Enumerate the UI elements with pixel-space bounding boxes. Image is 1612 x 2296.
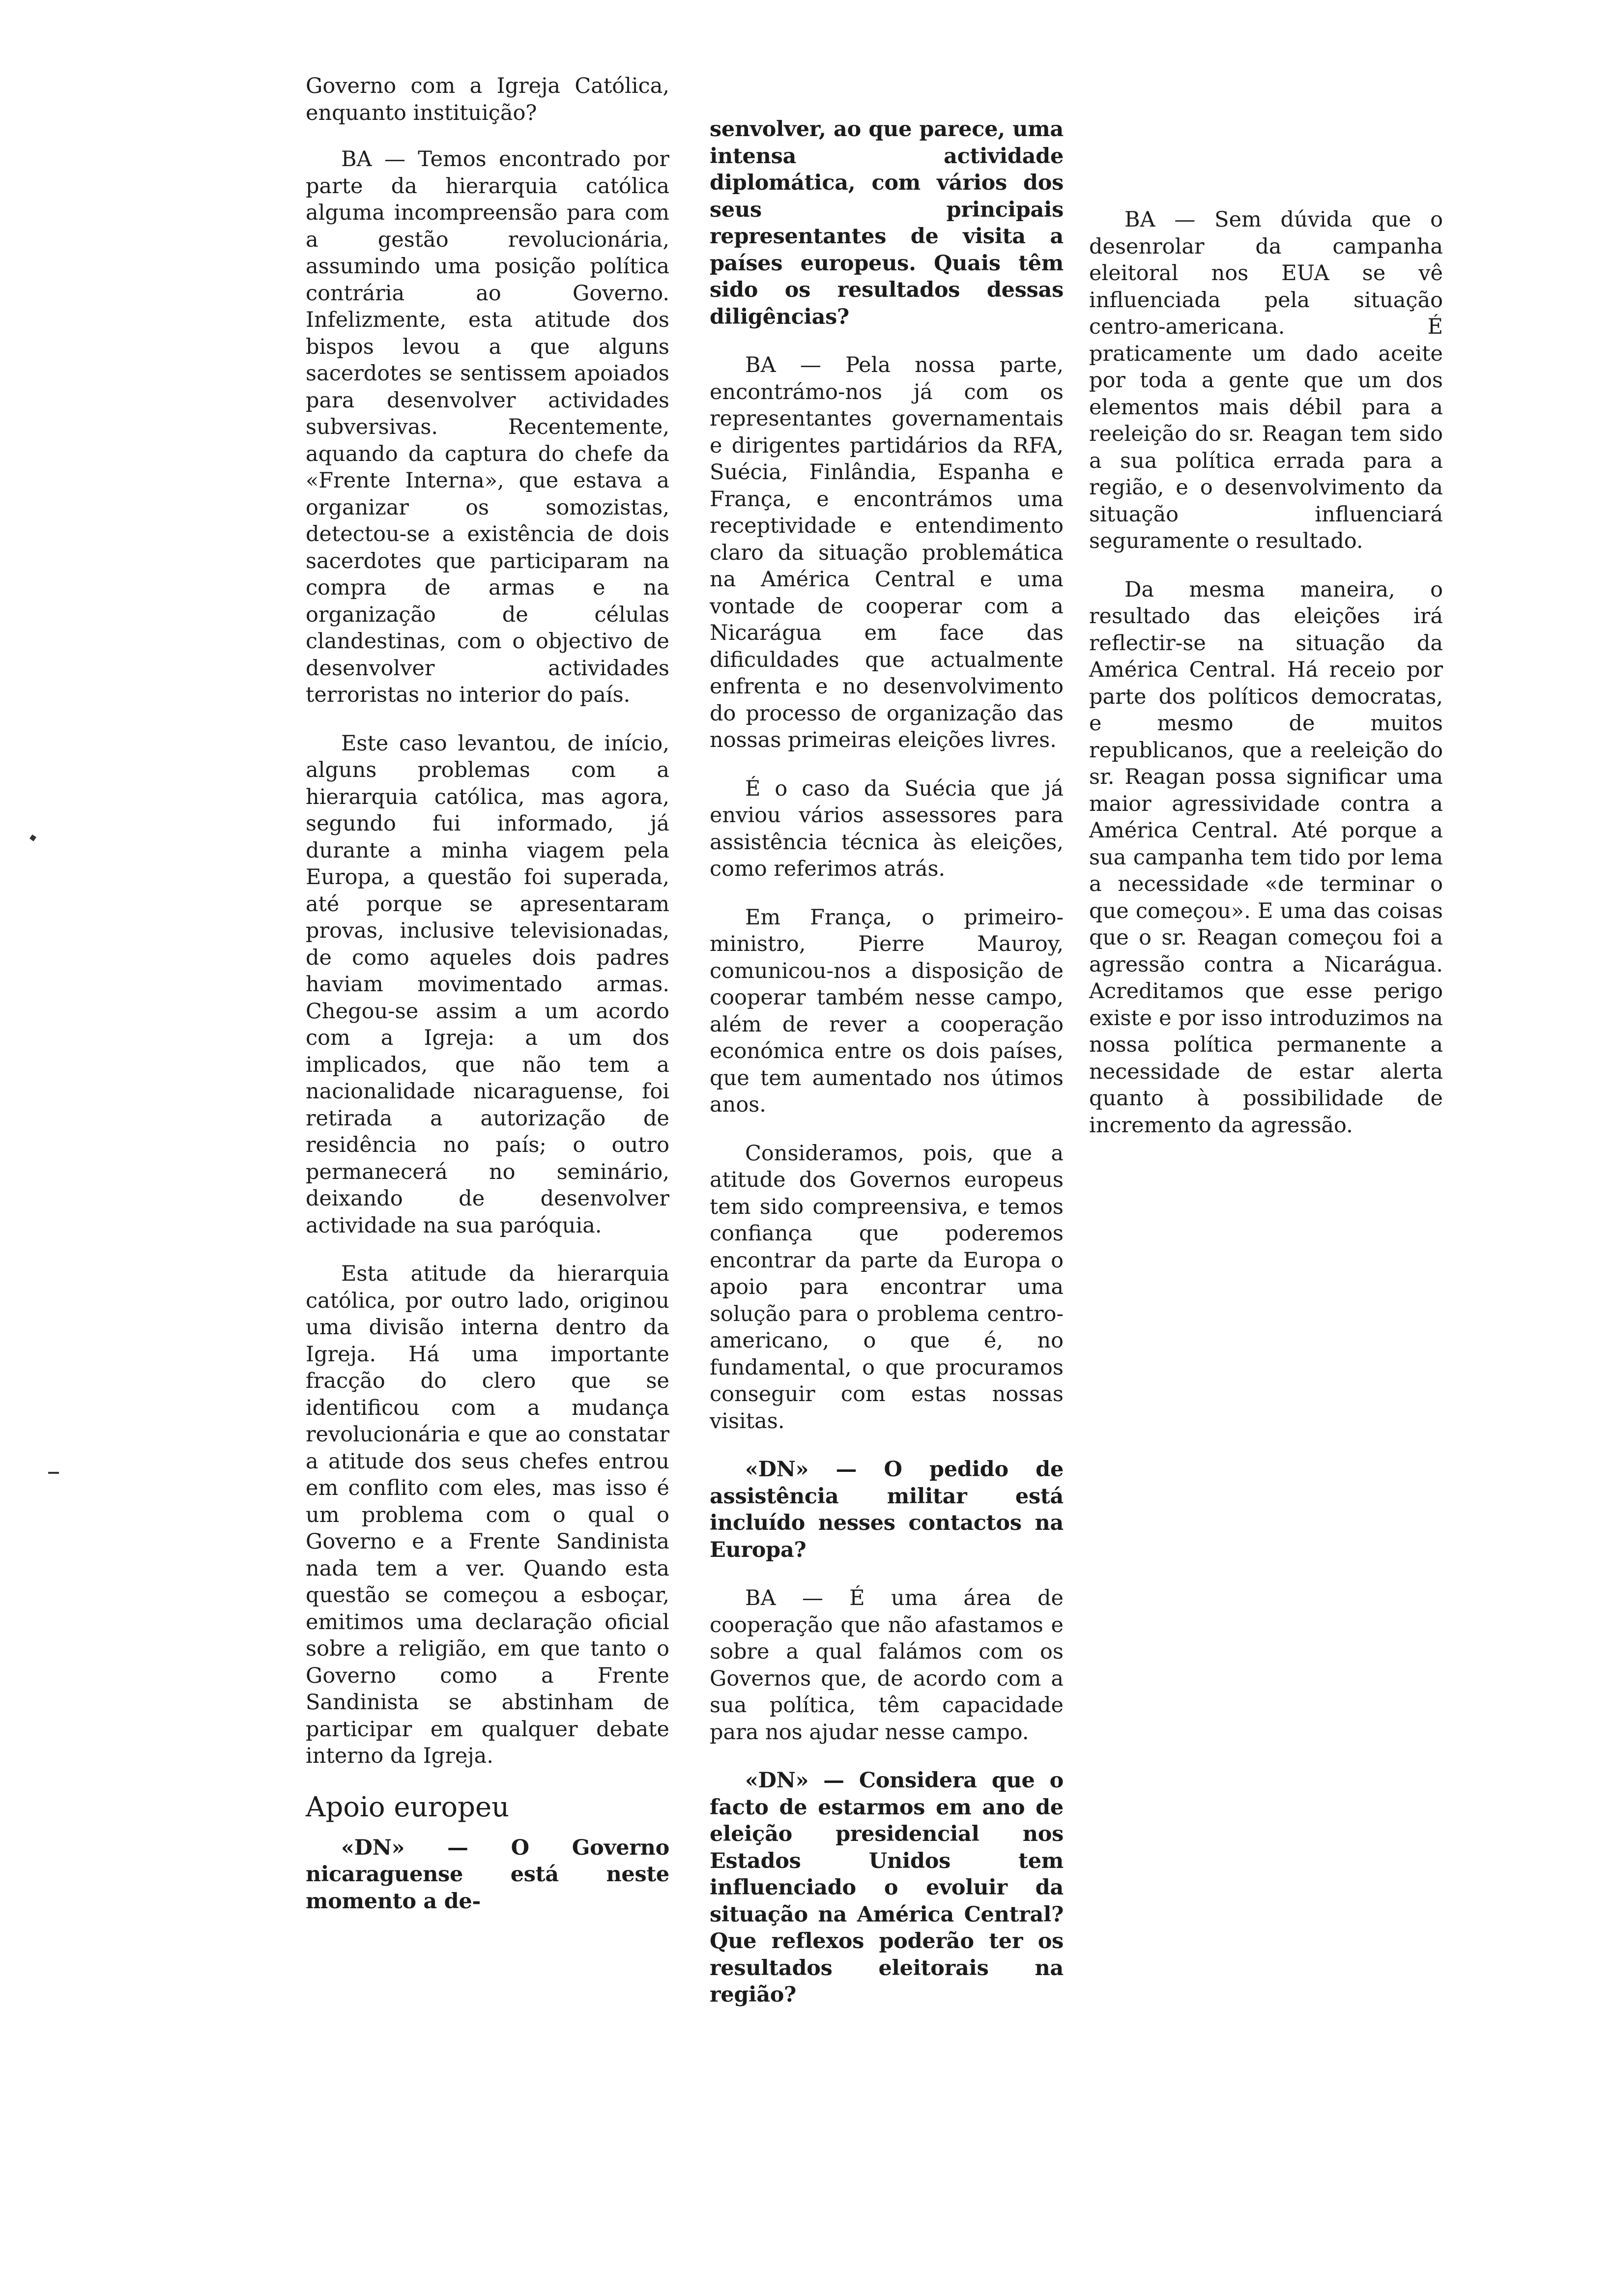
scan-mark-left-lower — [48, 1472, 59, 1474]
scan-mark-left — [29, 834, 36, 841]
paragraph-france: Em França, o primeiro-ministro, Pierre Mauroy, comunicou-nos a disposição de cooperar também nesse campo, além de rever a cooperação económica entre os dois países, que tem aumentado nos útimos anos. — [710, 905, 1064, 1117]
column-2 — [710, 116, 1064, 2030]
paragraph-us-campaign: BA — Sem dúvida que o desenrolar da campanha eleitoral nos EUA se vê influenciada pela situação centro-americana. É praticamente um dado aceite por toda a gente que um dos elementos mais débil para a reeleição do sr. Reagan tem sido a sua política errada para a região, e o desenvolvimento da situação influenciará seguramente o resultado. — [1089, 207, 1443, 553]
subheading-apoio-europeu: Apoio europeu — [306, 1791, 510, 1823]
question-diplomacy-start: «DN» — O Governo nicaraguense está neste momento a de- — [306, 1835, 669, 1914]
paragraph-question-continued: Governo com a Igreja Católica, enquanto instituição? — [306, 74, 669, 125]
paragraph-internal-division: Esta atitude da hierarquia católica, por outro lado, originou uma divisão interna dentro da Igreja. Há uma importante fracção do clero que se identificou com a mudança revolucionária e que ao constatar a atitude dos seus chefes entrou em conflito com eles, mas isso é um problema com o qual o Governo e a Frente Sandinista nada tem a ver. Quando esta questão se começou a esboçar, emitimos uma declaração oficial sobre a religião, em que tanto o Governo como a Frente Sandinista se abstinham de participar em qualquer debate interno da Igreja. — [306, 1262, 669, 1768]
paragraph-european-attitude: Consideramos, pois, que a atitude dos Governos europeus tem sido compreensiva, e temos confiança que poderemos encontrar da parte da Europa o apoio para encontrar uma solução para o problema centro-americano, o que é, no fundamental, o que procuramos conseguir com estas nossas visitas. — [710, 1141, 1064, 1434]
question-diplomacy-continued: senvolver, ao que parece, uma intensa actividade diplomática, com vários dos seus principais representantes de visita a países europeus. Quais têm sido os resultados dessas diligências? — [710, 117, 1064, 329]
question-us-elections: «DN» — Considera que o facto de estarmos em ano de eleição presidencial nos Estados Unidos tem influenciado o evoluir da situação na América Central? Que reflexos poderão ter os resultados eleitorais na região? — [710, 1768, 1064, 2007]
paragraph-election-consequences: Da mesma maneira, o resultado das eleições irá reflectir-se na situação da América Central. Há receio por parte dos políticos democratas, e mesmo de muitos republicanos, que a reeleição do sr. Reagan possa significar uma maior agressividade contra a América Central. Até porque a sua campanha tem tido por lema a necessidade «de terminar o que começou». E uma das coisas que o sr. Reagan começou foi a agressão contra a Nicarágua. Acreditamos que esse perigo existe e por isso introduzimos na nossa política permanente a necessidade de estar alerta quanto à possibilidade de incremento da agressão. — [1089, 577, 1443, 1138]
column-3 — [1089, 206, 1443, 1160]
question-military-assistance: «DN» — O pedido de assistência militar está incluído nesses contactos na Europa? — [710, 1457, 1064, 1562]
paragraph-answer-church: BA — Temos encontrado por parte da hierarquia católica alguma incompreensão para com a gestão revolucionária, assumindo uma posição política contrária ao Governo. Infelizmente, esta atitude dos bispos levou a que alguns sacerdotes se sentissem apoiados para desenvolver actividades subversivas. Recentemente, aquando da captura do chefe da «Frente Interna», que estava a organizar os somozistas, detectou-se a existência de dois sacerdotes que participaram na compra de armas e na organização de células clandestinas, com o objectivo de desenvolver actividades terroristas no interior do país. — [306, 147, 669, 707]
paragraph-european-contacts: BA — Pela nossa parte, encontrámo-nos já com os representantes governamentais e dirigentes partidários da RFA, Suécia, Finlândia, Espanha e França, e encontrámos uma receptividade e entendimento claro da situação problemática na América Central e uma vontade de cooperar com a Nicarágua em face das dificuldades que actualmente enfrenta e no desenvolvimento do processo de organização das nossas primeiras eleições livres. — [710, 353, 1064, 752]
paragraph-case-resolved: Este caso levantou, de início, alguns problemas com a hierarquia católica, mas agora, segundo fui informado, já durante a minha viagem pela Europa, a questão foi superada, até porque se apresentaram provas, inclusive televisionadas, de como aqueles dois padres haviam movimentado armas. Chegou-se assim a um acordo com a Igreja: a um dos implicados, que não tem a nacionalidade nicaraguense, foi retirada a autorização de residência no país; o outro permanecerá no seminário, deixando de desenvolver actividade na sua paróquia. — [306, 731, 669, 1238]
paragraph-military-answer: BA — É uma área de cooperação que não afastamos e sobre a qual falámos com os Governos que, de acordo com a sua política, têm capacidade para nos ajudar nesse campo. — [710, 1586, 1064, 1745]
paragraph-sweden: É o caso da Suécia que já enviou vários assessores para assistência técnica às eleições, como referimos atrás. — [710, 776, 1064, 881]
column-1 — [306, 73, 669, 1915]
